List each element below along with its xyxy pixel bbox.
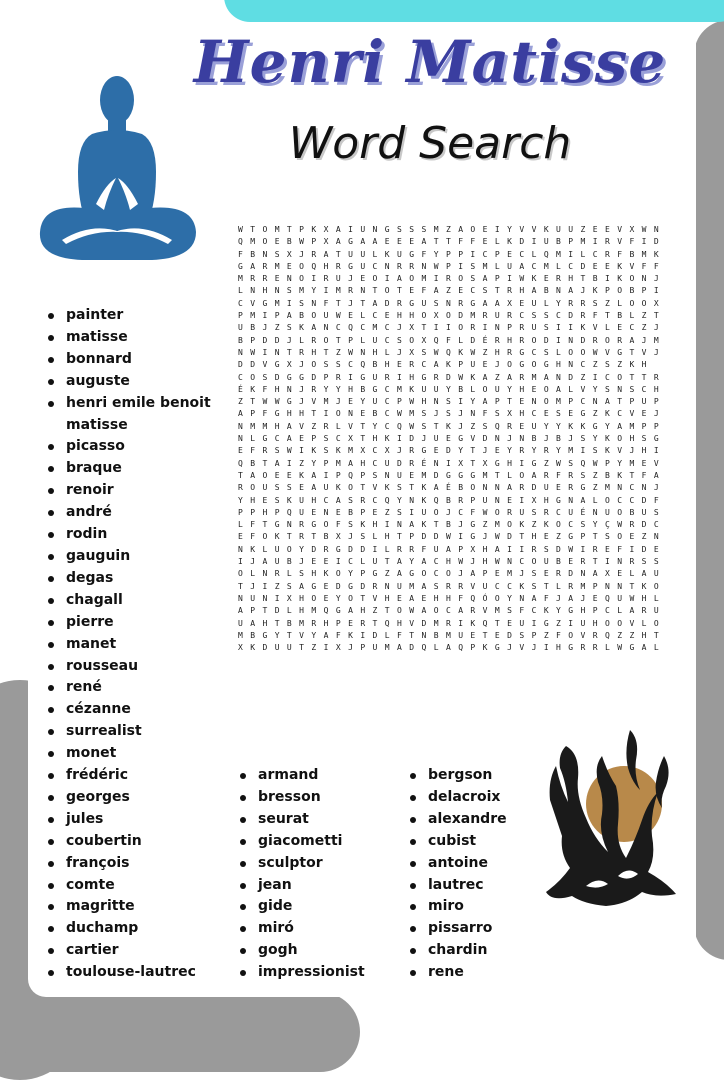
word-list-item: cézanne	[48, 699, 238, 721]
meditating-figure-icon	[32, 72, 202, 267]
word-list-column-1	[48, 305, 238, 984]
grid-row: G A R M E O Q H R G U C N R R N W P I S M L U A C M L C D E E K V F F	[238, 261, 661, 271]
word-list-item: rousseau	[48, 656, 238, 678]
word-list-item: bergson	[410, 765, 560, 787]
word-list-column-3	[410, 765, 560, 984]
page-subtitle: Word Search	[288, 118, 572, 169]
grid-row: W T O M T P K X A I U N G S S S M Z A O E I Y V V K U U Z E E V X W N	[238, 225, 661, 234]
word-list-item: lautrec	[410, 875, 560, 897]
word-list-item: bonnard	[48, 349, 238, 371]
word-list-item: chardin	[410, 940, 560, 962]
grid-row: Q M O E B W P X A G A A E E E A T T F F E L K D I U B P M I R V F I D	[238, 237, 661, 247]
word-list-item: rené	[48, 677, 238, 699]
word-list-item: giacometti	[240, 831, 410, 853]
grid-row: L F T G N R G O F S K H I N A K T B J G Z M O K Z K O C S Y Ç W R D C	[238, 520, 661, 530]
word-list-item: alexandre	[410, 809, 560, 831]
grid-row: R O U S S E A U K O T V K S T K A É B O N N A R D U E R G Z M N C N J	[238, 483, 661, 493]
page-title: Henri Matisse	[193, 28, 667, 96]
grid-row: Y H E S K U H C A S R C Q Y N K Q B R P U N E I X H G N A L O C C D F	[238, 495, 661, 505]
word-list-item: georges	[48, 787, 238, 809]
decor-teal-top	[224, 0, 724, 22]
grid-row: N U N I X H O E Y O T V H E A E H H F Q Ó O Y N A F J A J E Q U W H L	[238, 593, 661, 603]
word-list-item: duchamp	[48, 918, 238, 940]
word-list-item: magritte	[48, 896, 238, 918]
word-list-item: antoine	[410, 853, 560, 875]
word-list-item: toulouse-lautrec	[48, 962, 238, 984]
word-list-item: gauguin	[48, 546, 238, 568]
word-list-item: pissarro	[410, 918, 560, 940]
coral-sun-icon	[546, 726, 678, 908]
letter-grid	[238, 224, 670, 654]
grid-row: L N H N S M Y I M R N T O T E F A Z E C S T R H A B N A J K P O B P I	[238, 286, 661, 296]
grid-row: B P D D J L R O T P L U C S O X Q F L D É R H R O D I N D R O R A J M	[238, 335, 661, 345]
grid-row: M R R E N O I R U J E O I A O M I R O S A P I W K E R H T B I K O N J	[238, 274, 661, 284]
word-list-item: chagall	[48, 590, 238, 612]
word-list-item: françois	[48, 853, 238, 875]
grid-row: Q B T A I Z Y P M A H C U D R É N I X T X G H I G Z W S Q W P Y M E V	[238, 458, 661, 468]
grid-row: T A O E E K A I P Q P S N U E M D G G G M T L O A R F R S Z B K T F A	[238, 470, 661, 480]
grid-row: T J I Z S A G E D G D R N U M A S R R V U C C K S T L R M P N N T K O	[238, 581, 661, 591]
word-list-item: henri emile benoit matisse	[48, 393, 238, 437]
word-list-item: comte	[48, 875, 238, 897]
word-list-item: pierre	[48, 612, 238, 634]
word-list-item: renoir	[48, 480, 238, 502]
grid-row: Z T W W G J V M J E Y U C P W H N S I Y A P T E N O M P C N A T P U P	[238, 397, 661, 407]
word-list-item: jules	[48, 809, 238, 831]
word-list-item: miro	[410, 896, 560, 918]
grid-row: X K D U U T Z I X J P U M A D Q L A Q P K G J V J I H G R R L W G A L	[238, 643, 661, 653]
grid-row: P P H P Q U E N E B P E Z S I U O J C F W O R U S R C U É N U O B U S	[238, 507, 661, 517]
word-list-item: surrealist	[48, 721, 238, 743]
grid-row: U A H T B M R H P E R T Q H V D M R I K Q T E U I G Z I U H O O V L O	[238, 618, 661, 628]
grid-row: M B G Y T V Y A F K I D L F T N B M U E T E D S P Z F O V R Q Z Z H T	[238, 630, 661, 640]
grid-row: A P T D L H M Q G A H Z T O W A O C A R V M S F C K Y G H P C L A R U	[238, 606, 661, 616]
word-list-item: rene	[410, 962, 560, 984]
word-list-item: cubist	[410, 831, 560, 853]
grid-row: U B J Z S K A N C Q C M C J X T I I O R I N P R U S I I K V L E C Z J	[238, 323, 661, 333]
word-list-item: manet	[48, 634, 238, 656]
grid-row: É K F H N J R Y Y H B G C M K U U Y B L O U Y H E O A L V Y S N S C H	[238, 384, 661, 394]
grid-row: D D V G X J O S S C Q B H E R C A K P U E J O G O G H N C Z S Z K H	[238, 360, 648, 370]
word-list-column-2	[240, 765, 410, 984]
word-list-item: painter	[48, 305, 238, 327]
word-list-item: gide	[240, 896, 410, 918]
grid-row: N K L U O Y D R G D D I L R R F U A P X H A I I R S D W I R E F I D E	[238, 544, 661, 554]
word-list-item: miró	[240, 918, 410, 940]
grid-row: N L G C A E P S C X T H K I D J U E G V D N J N B J B J S Y K O H S G	[238, 434, 661, 444]
word-list-item: cartier	[48, 940, 238, 962]
word-list-item: impressionist	[240, 962, 410, 984]
grid-row: N M M H A V Z R L V T Y C Q W S T K J Z S Q R E U Y Y K K G Y A M P P	[238, 421, 661, 431]
word-list-item: sculptor	[240, 853, 410, 875]
grid-row: O L N R L S H K O Y P G Z A G O C O J A P E M J S E R D N A X E L A U	[238, 569, 661, 579]
word-list-item: delacroix	[410, 787, 560, 809]
grid-row: C V G M I S N F T J T A D R G U S N R G A A X E U L Y R R S Z L O O X	[238, 298, 661, 308]
word-list-item: gogh	[240, 940, 410, 962]
word-list-item: armand	[240, 765, 410, 787]
grid-row: E F O K T R T B X J S L H T P D D W I G J W D T H E Z G P T S O E Z N	[238, 532, 661, 542]
grid-row: P M I P A B O U W E L C E H H O X O D M R U R C S S C D R F T B L Z T	[238, 311, 661, 321]
decor-gray-right	[694, 20, 724, 960]
word-list-item: seurat	[240, 809, 410, 831]
word-list-item: picasso	[48, 436, 238, 458]
grid-row: C O S D G G D P R I G U R I H G R D W K A Z A R M A N D Z I C O T T R	[238, 372, 661, 382]
word-list-item: frédéric	[48, 765, 238, 787]
grid-row: A P F G H H T I O N E B C W M S J S J N F S X H C E S E G Z K C V E J	[238, 409, 661, 419]
grid-row: F B N S X J R A T U U L K U G F Y P P I C P E C L Q M I L C R F B M K	[238, 249, 661, 259]
word-list-item: rodin	[48, 524, 238, 546]
grid-row: E F R S W I K S K M X C X J R G E D Y T J E Y R Y R Y M I S K V J H I	[238, 446, 661, 456]
word-list-item: matisse	[48, 327, 238, 349]
grid-row: N W I N T R H T Z W N H L J X S W Q K W Z H R G C S L O O W V G T V J	[238, 347, 661, 357]
word-list-item: monet	[48, 743, 238, 765]
grid-row: I J A U B J E E I C L U T A Y A C H W J H W N C O U B E R T I N R S S	[238, 557, 661, 567]
word-list-item: coubertin	[48, 831, 238, 853]
word-list-item: braque	[48, 458, 238, 480]
word-list-item: degas	[48, 568, 238, 590]
decor-gray-bottom	[0, 992, 360, 1072]
word-list-item: andré	[48, 502, 238, 524]
word-list-item: bresson	[240, 787, 410, 809]
word-list-item: jean	[240, 875, 410, 897]
word-list-item: auguste	[48, 371, 238, 393]
